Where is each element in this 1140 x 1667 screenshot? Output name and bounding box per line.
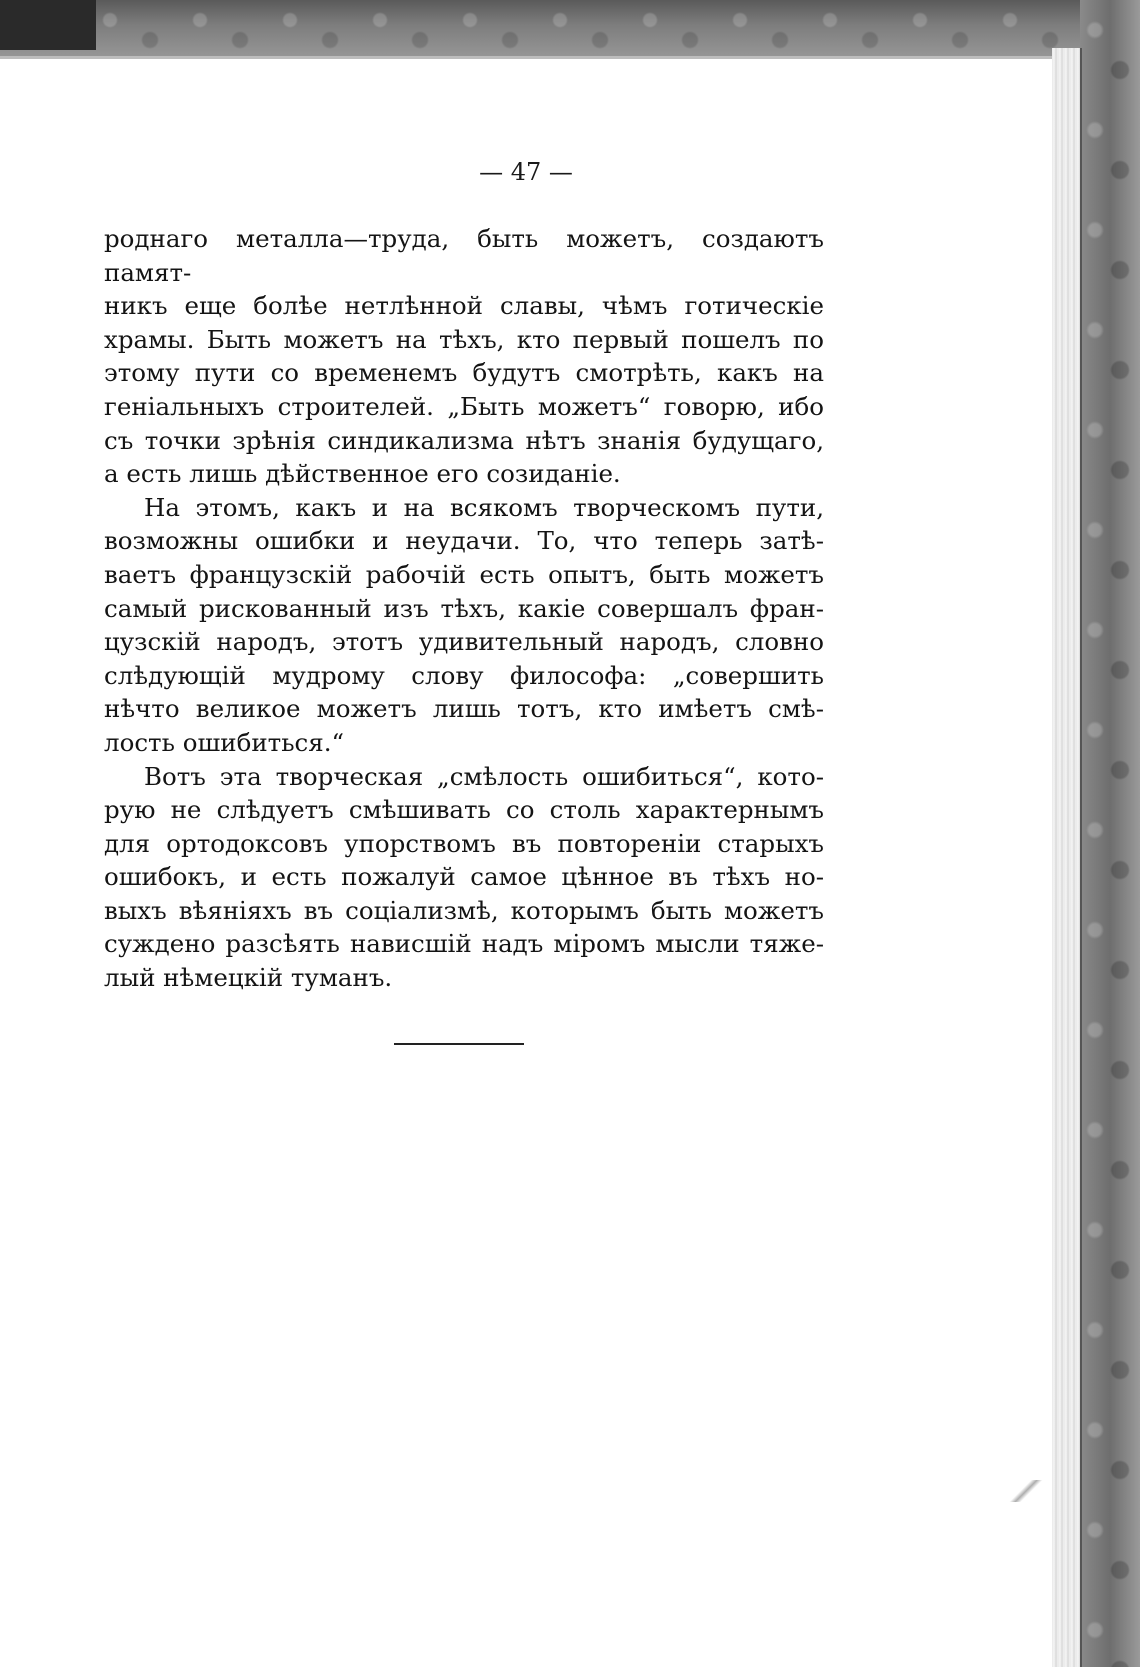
text-line: слѣдующій мудрому слову философа: „совершить — [104, 660, 824, 690]
text-line: Вотъ эта творческая „смѣлость ошибиться“, кото- — [144, 761, 824, 791]
text-line: суждено разсѣять нависшій надъ міромъ мысли тяже- — [104, 929, 824, 959]
text-line: этому пути со временемъ будутъ смотрѣть, какъ на — [104, 358, 824, 388]
text-line: геніальныхъ строителей. „Быть можетъ“ говорю, ибо — [104, 391, 824, 421]
paragraph-2 — [104, 491, 824, 760]
text-line: нѣчто великое можетъ лишь тотъ, кто имѣетъ смѣ- — [104, 694, 824, 724]
text-line: ваетъ французскій рабочій есть опытъ, быть можетъ — [104, 559, 824, 589]
text-line: роднаго металла—труда, быть можетъ, создаютъ памят- — [104, 224, 824, 287]
end-rule — [394, 1043, 524, 1045]
body-text — [104, 222, 824, 995]
text-line: рую не слѣдуетъ смѣшивать со столь характернымъ — [104, 795, 824, 825]
text-line: съ точки зрѣнія синдикализма нѣтъ знанія будущаго, — [104, 425, 824, 455]
text-line: ошибокъ, и есть пожалуй самое цѣнное въ тѣхъ но- — [104, 862, 824, 892]
text-line: цузскій народъ, этотъ удивительный народъ, словно — [104, 627, 824, 657]
cover-pattern-top — [0, 0, 1140, 62]
text-line: никъ еще болѣе нетлѣнной славы, чѣмъ готическіе — [104, 291, 824, 321]
cover-pattern-right — [1080, 0, 1140, 1667]
page-number: — 47 — — [479, 158, 573, 186]
text-line: На этомъ, какъ и на всякомъ творческомъ пути, — [144, 492, 824, 522]
page-edges — [1052, 48, 1080, 1667]
cover-dark-corner — [0, 0, 96, 50]
text-line: выхъ вѣяніяхъ въ соціализмѣ, которымъ быть можетъ — [104, 895, 824, 925]
scan-speck — [1008, 1480, 1044, 1502]
text-line: храмы. Быть можетъ на тѣхъ, кто первый пошелъ по — [104, 324, 824, 354]
text-line: самый рискованный изъ тѣхъ, какіе совершалъ фран- — [104, 593, 824, 623]
text-line: лость ошибиться.“ — [104, 727, 345, 757]
paragraph-3 — [104, 760, 824, 995]
text-line: а есть лишь дѣйственное его созиданіе. — [104, 459, 621, 489]
text-line: лый нѣмецкій туманъ. — [104, 963, 393, 993]
page-top-edge — [0, 56, 1052, 59]
text-line: для ортодоксовъ упорствомъ въ повтореніи старыхъ — [104, 828, 824, 858]
paragraph-1 — [104, 222, 824, 491]
text-line: возможны ошибки и неудачи. То, что теперь затѣ- — [104, 526, 824, 556]
